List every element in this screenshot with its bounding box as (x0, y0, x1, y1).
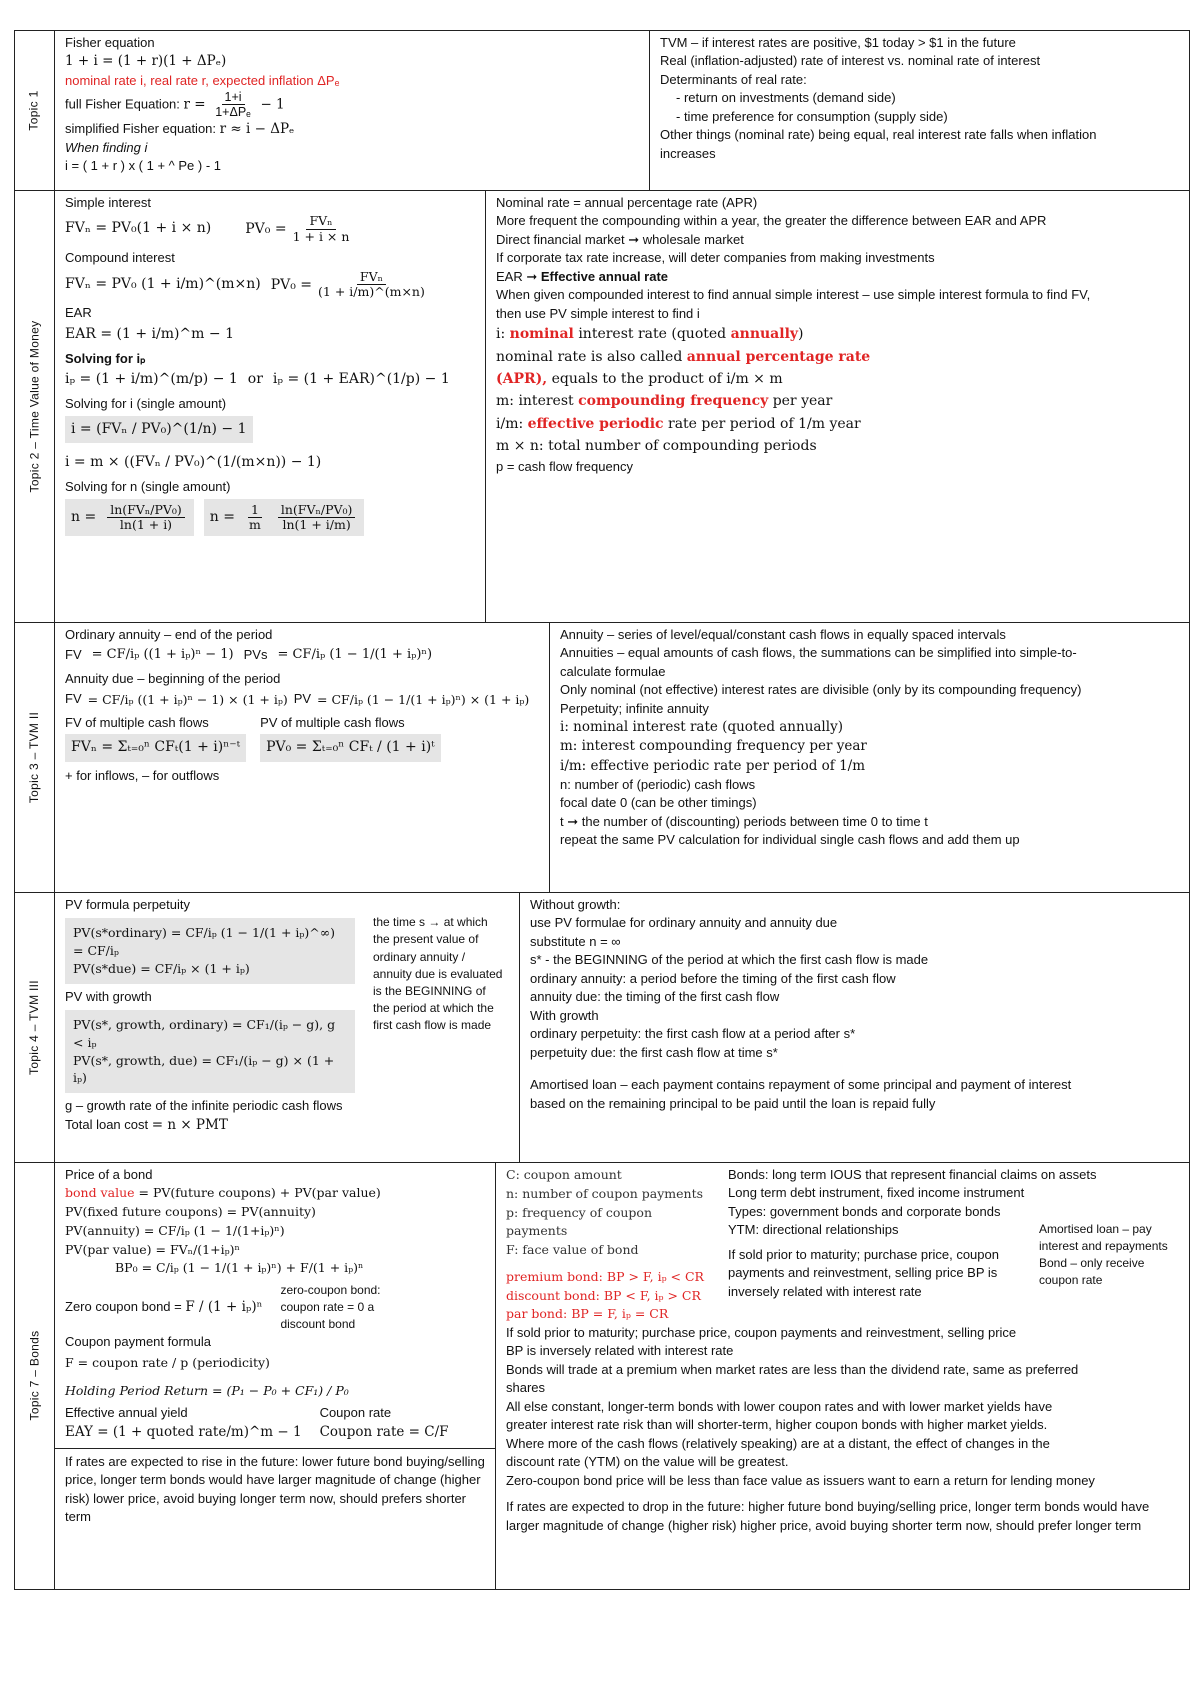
fisher-title: Fisher equation (65, 35, 155, 50)
topic-4-notes: Without growth: use PV formulae for ordinary annuity and annuity due substitute n = ∞ s* - the BEGINNING of the period at which the first cash flow is made ordinary annuity: a period before the timing of the first cash flow annuity due: the timing of the first cash flow With growth ordinary perpetuity: the first cash flow at a period after s* perpetuity due: the first cash flow at time s* Amortised loan – each payment contains repayment of some principal and payment of interest based on the remaining principal to be paid until the loan is repaid fully (519, 893, 1189, 1162)
compound-interest-formulas: FVₙ = PV₀ (1 + i/m)^(m×n) PV₀ = $\frac{\text{FVₙ}}{(1 + i/m)\^{}(m\times n)}$ (65, 268, 425, 300)
topic-4-row (15, 893, 1189, 1163)
s-star-note: the time s → at which the present value of ordinary annuity / annuity due is evaluated is the BEGINNING of the period at which the first cash flow is made (373, 915, 503, 1032)
topic-2-formulas (55, 191, 485, 622)
rates-rise-note: If rates are expected to rise in the future: lower future bond buying/selling price, longer term bonds would have larger magnitude of change (higher risk) lower price, avoid buying longer term now, should prefers shorter term (65, 1453, 485, 1525)
full-fisher: full Fisher Equation: r = $\frac{1+i}{\text{1+ΔPₑ}}$ − 1 (65, 90, 285, 120)
fisher-equation: 1 + i = (1 + r)(1 + ΔPₑ) (65, 53, 227, 70)
rates-drop-note: If rates are expected to drop in the future: higher future bond buying/selling price, longer term bonds would have larger magnitude of change (higher risk) higher price, avoid buying shorter term now, should prefer longer term (506, 1499, 1150, 1533)
total-loan-cost: Total loan cost = n × PMT (65, 1116, 228, 1133)
solve-n-title: Solving for n (single amount) (65, 479, 231, 495)
compound-interest-title: Compound interest (65, 250, 175, 266)
topic-1-label: Topic 1 (15, 31, 55, 190)
zero-coupon: Zero coupon bond = F / (1 + iₚ)ⁿ zero-coupon bond: coupon rate = 0 a discount bond (65, 1283, 381, 1332)
solve-ip-formulas: iₚ = (1 + i/m)^(m/p) − 1 or iₚ = (1 + EAR)^(1/p) − 1 (65, 371, 450, 388)
solve-i-formulas: i = (FVₙ / PV₀)^(1/n) − 1 i = m × ((FVₙ / PV₀)^(1/(m×n)) − 1) (65, 416, 475, 474)
multiple-cash-flows: FV of multiple cash flows FVₙ = Σₜ₌₀ⁿ CFₜ(1 + i)ⁿ⁻ᵗ PV of multiple cash flows PV₀ = Σₜ₌₀ⁿ CFₜ / (1 + i)ᵗ (65, 714, 539, 767)
topic-7-label: Topic 7 – Bonds (15, 1163, 55, 1589)
fisher-def-nominal: nominal rate i, (65, 72, 147, 88)
summary-sheet (14, 30, 1190, 1590)
solve-n-formulas: n = $\frac{\text{ln(FVₙ/PV₀)}}{\ln(1 + i)}$ n = $\frac{1}{m}$ $\frac{\text{ln(FVₙ/PV₀)}}{\ln(1 + i/m)}$ (65, 499, 475, 537)
ordinary-annuity-formulas: FV = CF/iₚ ((1 + iₚ)ⁿ − 1) PVs = CF/iₚ (1 − 1/(1 + iₚ)ⁿ) (65, 647, 433, 663)
ear-definition: EAR ➞ Effective annual rate (496, 268, 669, 284)
finding-i: When finding i (65, 139, 148, 155)
solve-i-title: Solving for i (single amount) (65, 396, 227, 412)
ear-title: EAR (65, 305, 92, 321)
topic-2-notes: Nominal rate = annual percentage rate (APR) More frequent the compounding within a year, the greater the difference between EAR and APR Direct financial market ➞ wholesale market If corporate tax rate increase, will deter companies from making investments EAR ➞ Effective annual rate When given compounded interest to find annual simple interest – use simple interest formula to find FV, then use PV simple interest to find i i: nominal interest rate (quoted annually) nominal rate is also called annual percentage rate (APR), equals to the product of i/m × m m: interest compounding frequency per year i/m: effective periodic rate per period of 1/m year m × n: total number of compounding periods p = cash flow frequency (485, 191, 1189, 622)
topic-7-row (15, 1163, 1189, 1589)
fisher-def-real: real rate r, (150, 72, 209, 88)
rate-definitions: i: nominal interest rate (quoted annually) nominal rate is also called annual percentage rate (APR), equals to the product of i/m × m m: interest compounding frequency per year i/m: effective periodic rate per period of 1/m year m × n: total number of compounding periods (496, 326, 871, 455)
topic-3-label: Topic 3 – TVM II (15, 623, 55, 892)
fisher-def-expected: expected inflation ΔPₑ (212, 72, 340, 88)
simplified-fisher: simplified Fisher equation: r ≈ i − ΔPₑ (65, 120, 295, 137)
topic-1-notes: TVM – if interest rates are positive, $1 today > $1 in the future Real (inflation-adjusted) rate of interest vs. nominal rate of interest Determinants of real rate: - return on investments (demand side) - time preference for consumption (supply side) Other things (nominal rate) being equal, real interest rate falls when inflation increases (649, 31, 1189, 190)
topic-1-formulas (55, 31, 649, 190)
topic-3-formulas: Ordinary annuity – end of the period FV = CF/iₚ ((1 + iₚ)ⁿ − 1) PVs = CF/iₚ (1 − 1/(1 + iₚ)ⁿ) Annuity due – beginning of the period FV = CF/iₚ ((1 + iₚ)ⁿ − 1) × (1 + iₚ) PV = CF/iₚ (1 − 1/(1 + iₚ)ⁿ) × (1 + iₚ) FV of multiple cash flows FVₙ = Σₜ₌₀ⁿ CFₜ(1 + i)ⁿ⁻ᵗ PV of multiple cash flows PV₀ = Σₜ₌₀ⁿ CFₜ / (1 + i)ᵗ + for inflows, – for outflows (55, 623, 549, 892)
simple-interest-formulas: FVₙ = PV₀(1 + i × n) PV₀ = $\frac{\text{FVₙ}}{1 + i \times n}$ (65, 213, 350, 244)
topic-7-formulas: Price of a bond bond value = PV(future coupons) + PV(par value) PV(fixed future coupons) = PV(annuity) PV(annuity) = CF/iₚ (1 − 1/(1+iₚ)ⁿ) PV(par value) = FVₙ/(1+iₚ)ⁿ BP₀ = C/iₚ (1 − 1/(1 + iₚ)ⁿ) + F/(1 + iₚ)ⁿ Zero coupon bond = F / (1 + iₚ)ⁿ zero-coupon bond: coupon rate = 0 a discount bond Coupon payment formula F = coupon rate / p (periodicity) Holding Period Return = (P₁ − P₀ + CF₁) / P₀ Effective annual yield EAY = (1 + quoted rate/m)^m − 1 Coupon rate Coupon rate = C/F If rates are expected to rise in the future: lower future bond buying/selling price, longer term bonds would have larger magnitude of change (higher risk) lower price, avoid buying longer term now, should prefers shorter term (55, 1163, 495, 1589)
topic-4-label: Topic 4 – TVM III (15, 893, 55, 1162)
solve-ip-title: Solving for iₚ (65, 350, 146, 366)
topic-2-row (15, 191, 1189, 623)
finding-i-equation: i = ( 1 + r ) x ( 1 + ^ Pe ) - 1 (65, 158, 222, 174)
topic-1-row (15, 31, 1189, 191)
ear-formula: EAR = (1 + i/m)^m − 1 (65, 325, 234, 342)
perpetuity-block: PV(s*ordinary) = CF/iₚ (1 − 1/(1 + iₚ)^∞) = CF/iₚ PV(s*due) = CF/iₚ × (1 + iₚ) PV with growth PV(s*, growth, ordinary) = CF₁/(iₚ − g), g < iₚ PV(s*, growth, due) = CF₁/(iₚ − g) × (1 + iₚ) the time s → at which the present value of ordinary annuity / annuity due is evaluated is the BEGINNING of the period at which the first cash flow is made (65, 914, 509, 1097)
topic-2-label: Topic 2 – Time Value of Money (15, 191, 55, 622)
topic-4-formulas: PV formula perpetuity PV(s*ordinary) = CF/iₚ (1 − 1/(1 + iₚ)^∞) = CF/iₚ PV(s*due) = CF/iₚ × (1 + iₚ) PV with growth PV(s*, growth, ordinary) = CF₁/(iₚ − g), g < iₚ PV(s*, growth, due) = CF₁/(iₚ − g) × (1 + iₚ) the time s → at which the present value of ordinary annuity / annuity due is evaluated is the BEGINNING of the period at which the first cash flow is made g – growth rate of the infinite periodic cash flows Total loan cost = n × PMT (55, 893, 519, 1162)
topic-7-notes: C: coupon amount n: number of coupon payments p: frequency of coupon payments F: face value of bond premium bond: BP > F, iₚ < CR discount bond: BP < F, iₚ > CR par bond: BP = F, iₚ = CR Bonds: long term IOUS that represent financial claims on assets Long term debt instrument, fixed income instrument Types: government bonds and corporate bonds YTM: directional relationships If sold prior to maturity; purchase price, coupon payments and reinvestment, selling price BP is inversely related with interest rate Amortised loan – pay interest and repayments Bond – only receive coupon rate If sold prior to maturity; purchase price, coupon payments and reinvestment, selling price BP is inversely related with interest rate Bonds will trade at a premium when market rates are less than the dividend rate, same as preferred shares All else constant, longer-term bonds with lower coupon rates and with lower market yields have greater interest rate risk than will shorter-term, higher coupon bonds with higher market yields. Where more of the cash flows (relatively speaking) are at a distant, the effect of changes in the discount rate (YTM) on the value will be greatest. Zero-coupon bond price will be less than face value as issuers want to earn a return for lending money If rates are expected to drop in the future: higher future bond buying/selling price, longer term bonds would have larger magnitude of change (higher risk) higher price, avoid buying shorter term now, should prefer longer term (495, 1163, 1189, 1589)
topic-3-row (15, 623, 1189, 893)
topic-3-notes: Annuity – series of level/equal/constant cash flows in equally spaced intervals Annuities – equal amounts of cash flows, the summations can be simplified into simple-to- calculate formulae Only nominal (not effective) interest rates are divisible (only by its compounding frequency) Perpetuity; infinite annuity i: nominal interest rate (quoted annually) m: interest compounding frequency per year i/m: effective periodic rate per period of 1/m n: number of (periodic) cash flows focal date 0 (can be other timings) t ➞ the number of (discounting) periods between time 0 to time t repeat the same PV calculation for individual single cash flows and add them up (549, 623, 1189, 892)
simple-interest-title: Simple interest (65, 195, 151, 210)
annuity-due-formulas: FV = CF/iₚ ((1 + iₚ)ⁿ − 1) × (1 + iₚ) PV = CF/iₚ (1 − 1/(1 + iₚ)ⁿ) × (1 + iₚ) (65, 691, 530, 707)
